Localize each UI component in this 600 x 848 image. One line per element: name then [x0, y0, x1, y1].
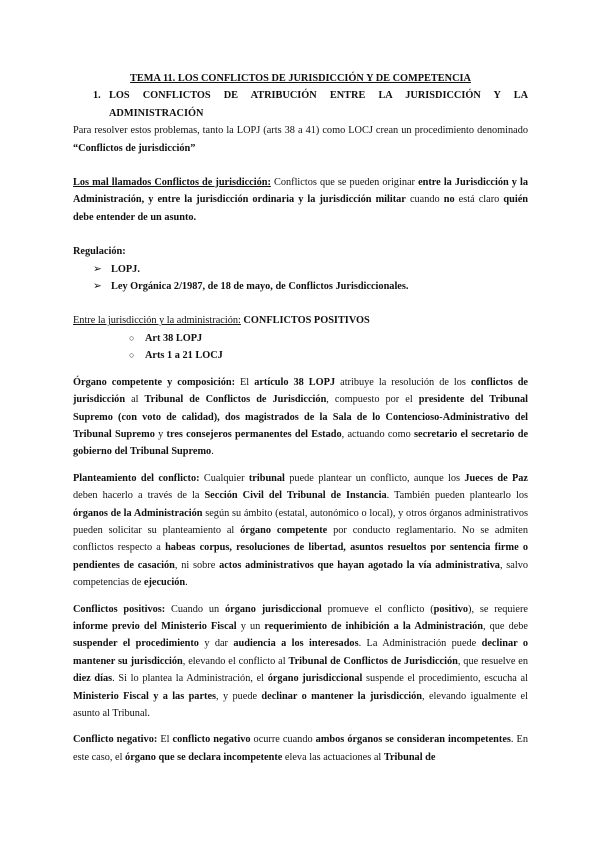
circle-bullet-icon: ○	[129, 332, 135, 343]
list-item: ○ Art 38 LOPJ	[129, 330, 528, 347]
organo-paragraph: Órgano competente y composición: El artículo 38 LOPJ atribuye la resolución de los conflictos de jurisdicción al Tribunal de Conflictos de Jurisdicción, compuesto por el presidente del Tribunal Supremo (con voto de calidad), dos magistrados de la Sala de lo Contencioso-Administrativo del Tribunal Supremo y tres consejeros permanentes del Estado, actuando como secretario el secretario de gobierno del Tribunal Supremo.	[73, 376, 529, 458]
regulacion-heading: Regulación:	[73, 246, 126, 258]
regulacion-list	[73, 261, 528, 296]
arrow-bullet-icon: ➢	[93, 263, 102, 275]
circle-bullet-icon: ○	[129, 350, 135, 361]
planteamiento-paragraph: Planteamiento del conflicto: Cualquier tribunal puede plantear un conflicto, aunque los Jueces de Paz deben hacerlo a través de la Sección Civil del Tribunal de Instancia. También pueden plantearlo los órganos de la Administración según su ámbito (estatal, autonómico o local), y otros órganos administrativos pueden solicitar su planteamiento al órgano competente por conducto reglamentario. No se admiten conflictos respecto a habeas corpus, resoluciones de libertad, asuntos resueltos por sentencia firme o pendientes de casación, ni sobre actos administrativos que hayan agotado la vía administrativa, salvo competencias de ejecución.	[73, 472, 529, 589]
list-item: ○ Arts 1 a 21 LOCJ	[129, 347, 528, 364]
section-title: LOS CONFLICTOS DE ATRIBUCIÓN ENTRE LA JURISDICCIÓN Y LA ADMINISTRACIÓN	[109, 90, 528, 119]
section-1-heading	[93, 87, 528, 122]
document-page	[73, 70, 528, 766]
list-item: ➢ Ley Orgánica 2/1987, de 18 de mayo, de Conflictos Jurisdiccionales.	[93, 278, 528, 295]
mal-llamados-paragraph: Los mal llamados Conflictos de jurisdicción: Conflictos que se pueden originar entre la Jurisdicción y la Administración, y entre la jurisdicción ordinaria y la jurisdicción militar cuando no está claro quién debe entender de un asunto.	[73, 177, 529, 223]
articles-list	[73, 330, 528, 365]
positivos-subheading: Entre la jurisdicción y la administración: CONFLICTOS POSITIVOS	[73, 315, 370, 327]
intro-paragraph: Para resolver estos problemas, tanto la LOPJ (arts 38 a 41) como LOCJ crean un procedimiento denominado “Conflictos de jurisdicción”	[73, 125, 528, 154]
document-title: TEMA 11. LOS CONFLICTOS DE JURISDICCIÓN Y DE COMPETENCIA	[130, 73, 471, 84]
section-number: 1.	[93, 90, 101, 102]
list-item: ➢ LOPJ.	[93, 261, 528, 278]
positivos-paragraph: Conflictos positivos: Cuando un órgano jurisdiccional promueve el conflicto (positivo), se requiere informe previo del Ministerio Fiscal y un requerimiento de inhibición a la Administración, que debe suspender el procedimiento y dar audiencia a los interesados. La Administración puede declinar o mantener su jurisdicción, elevando el conflicto al Tribunal de Conflictos de Jurisdicción, que resuelve en diez días. Si lo plantea la Administración, el órgano jurisdiccional suspende el procedimiento, escucha al Ministerio Fiscal y a las partes, y puede declinar o mantener la jurisdicción, elevando igualmente el asunto al Tribunal.	[73, 603, 529, 719]
negativo-paragraph: Conflicto negativo: El conflicto negativo ocurre cuando ambos órganos se consideran incompetentes. En este caso, el órgano que se declara incompetente eleva las actuaciones al Tribunal de	[73, 734, 528, 763]
arrow-bullet-icon: ➢	[93, 281, 102, 293]
